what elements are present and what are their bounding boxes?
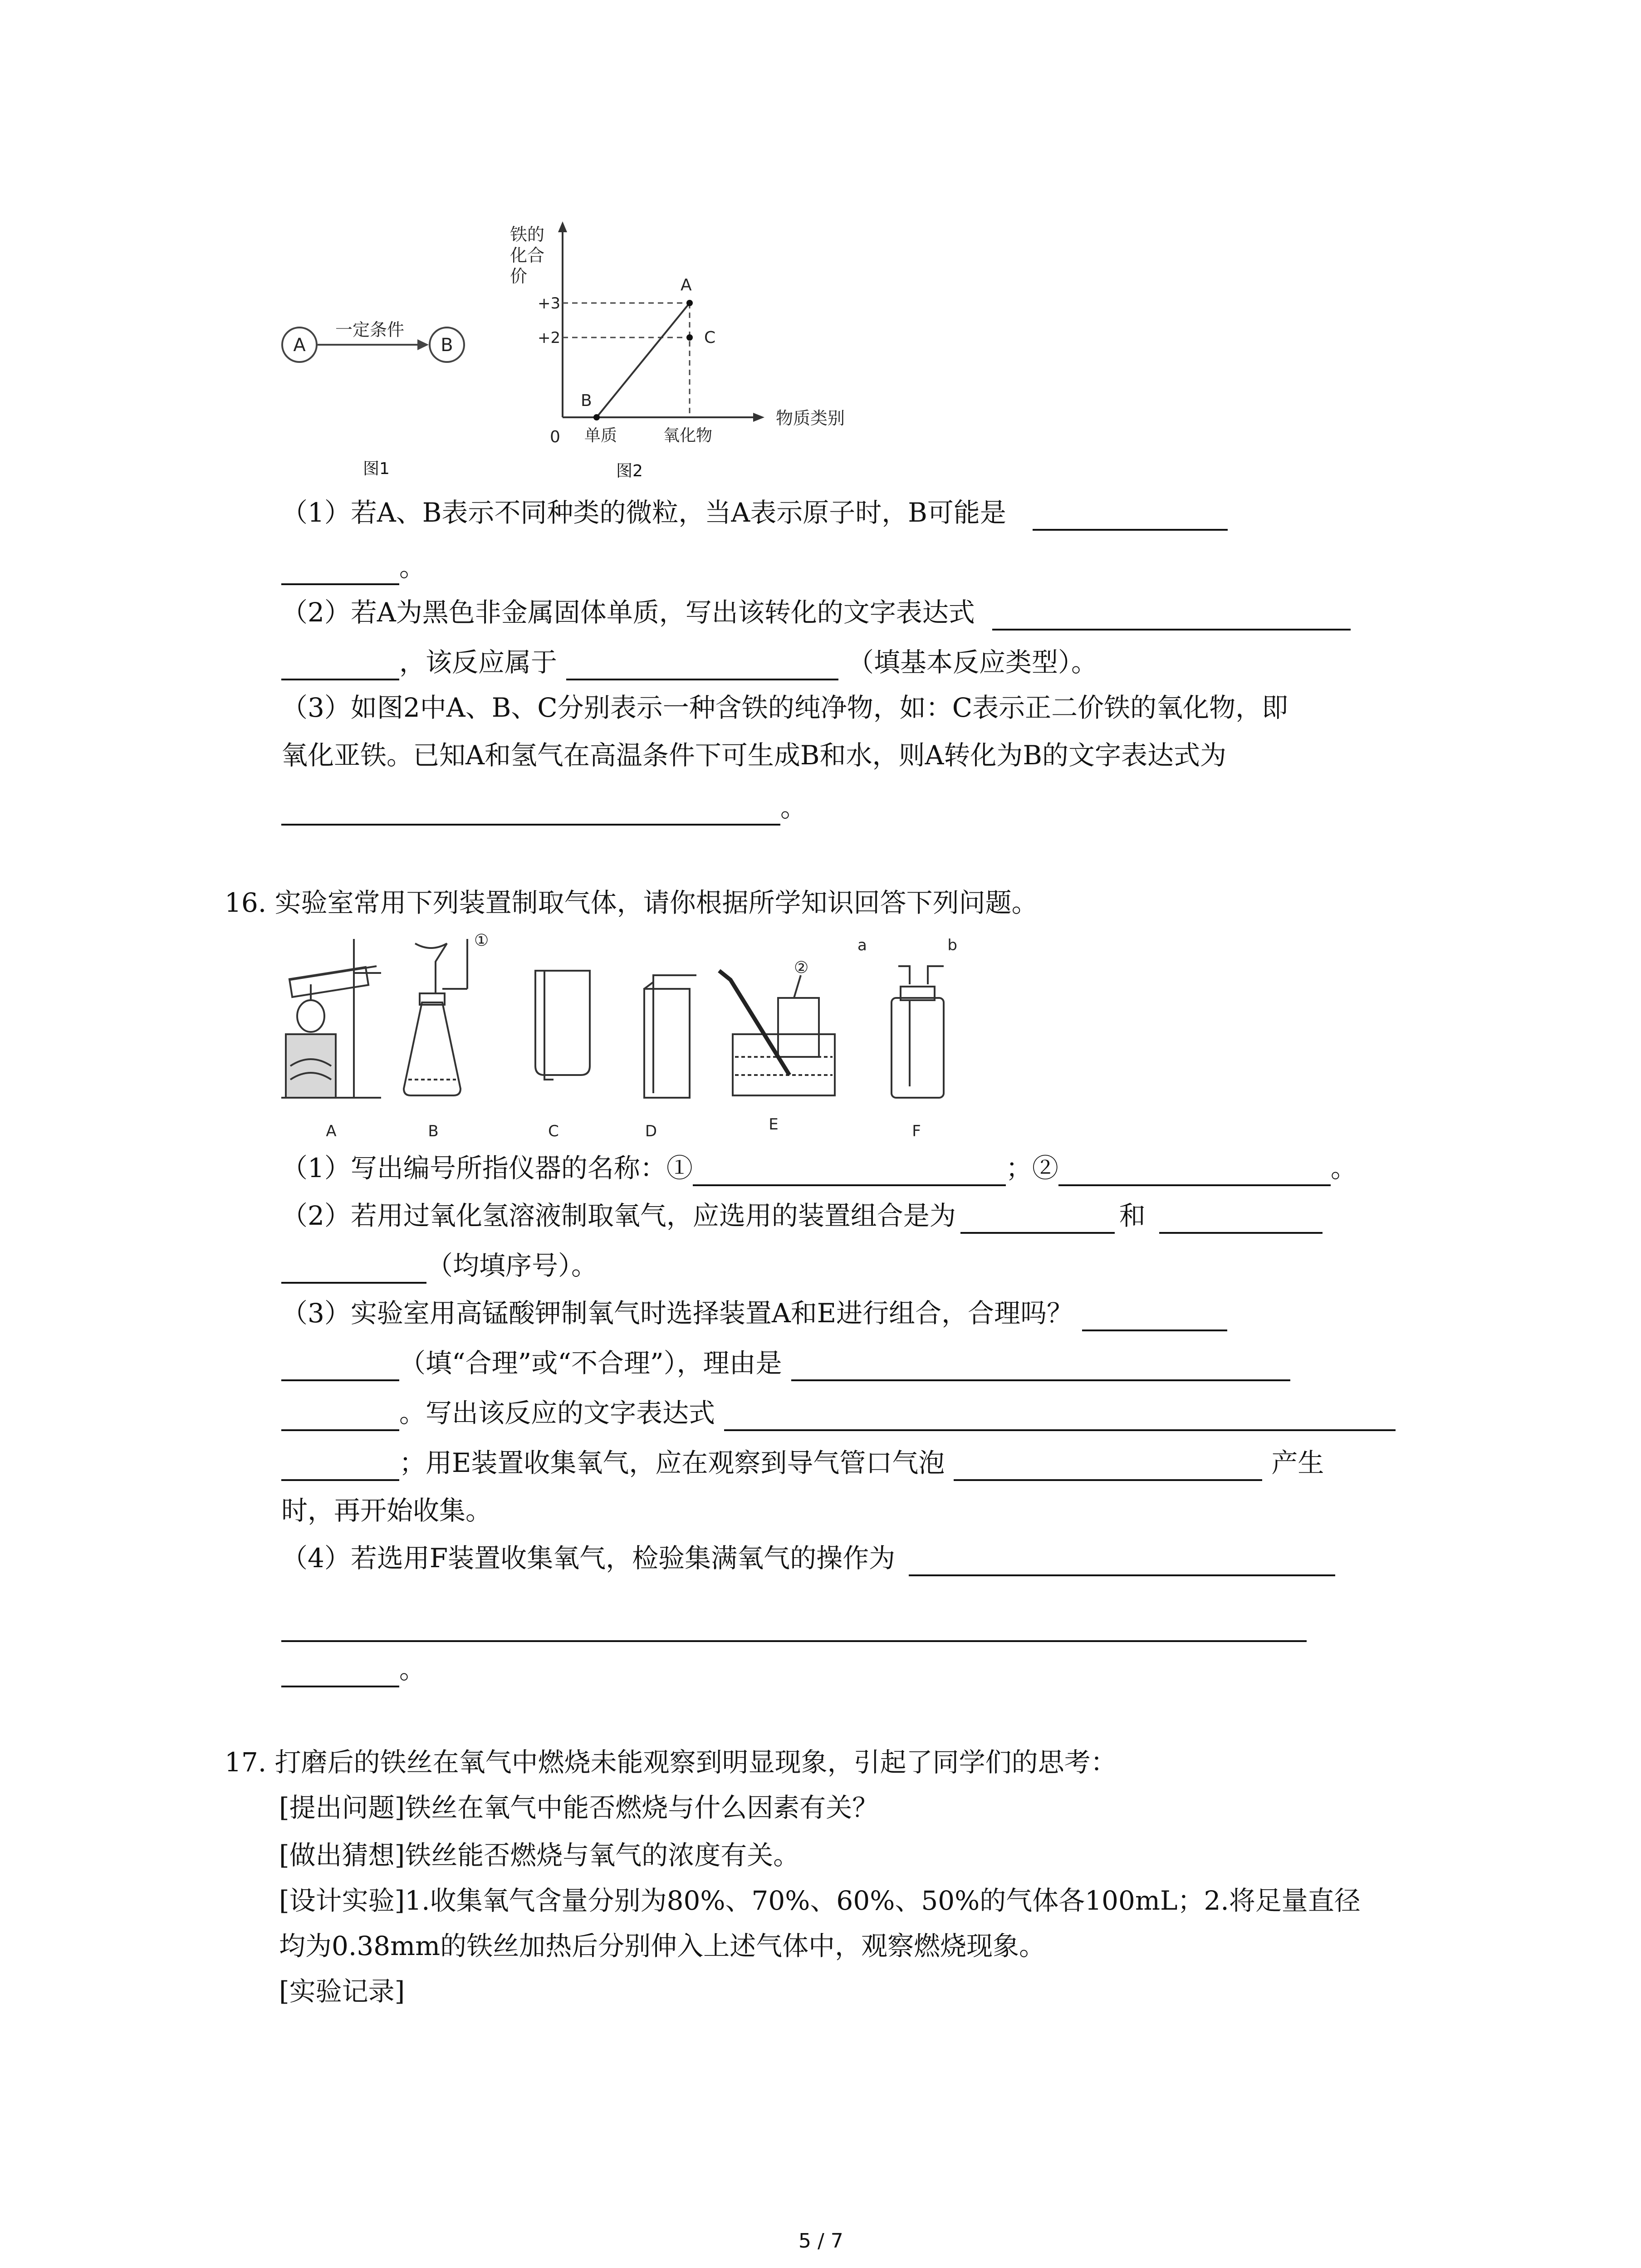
node-b-label: B — [441, 335, 453, 356]
q16-p3-bubble-blank[interactable] — [954, 1451, 1262, 1481]
x-category-1: 单质 — [584, 426, 617, 445]
q15-p2-mid: ，该反应属于 — [399, 647, 558, 678]
apparatus-a — [281, 939, 381, 1098]
q16-p3-l3 — [281, 1395, 1396, 1431]
q15-p3-line2: 氧化亚铁。已知A和氢气在高温条件下可生成B和水，则A转化为B的文字表达式为 — [281, 740, 1227, 771]
node-a-label: A — [293, 335, 306, 356]
q16-p2 — [281, 1198, 1323, 1234]
q17-stem: 17. 打磨后的铁丝在氧气中燃烧未能观察到明显现象，引起了同学们的思考： — [225, 1747, 1117, 1778]
q15-p2-blank-cont[interactable] — [281, 650, 399, 680]
q16-p3-blank-4[interactable] — [281, 1451, 399, 1481]
q17-line-3: [设计实验]1.收集氧气含量分别为80%、70%、60%、50%的气体各100mL；2.将足量直径 — [279, 1885, 1361, 1916]
x-axis-arrow — [753, 413, 764, 422]
port-a: a — [857, 936, 867, 954]
q15-p3-blank[interactable] — [281, 796, 780, 826]
q16-p3-l2 — [281, 1345, 1290, 1381]
apparatus-c — [535, 971, 590, 1080]
q16-stem: 16. 实验室常用下列装置制取气体，请你根据所学知识回答下列问题。 — [225, 887, 1038, 918]
page-number: 5 / 7 — [798, 2229, 843, 2253]
point-c-label: C — [704, 328, 716, 347]
q16-p3-line1: （3）实验室用高锰酸钾制氧气时选择装置A和E进行组合，合理吗？ — [281, 1298, 1073, 1329]
q15-p3-cont — [281, 789, 807, 826]
q16-p4-text: （4）若选用F装置收集氧气，检验集满氧气的操作为 — [281, 1543, 896, 1574]
label-b: B — [428, 1122, 439, 1140]
apparatus-b — [404, 939, 467, 1095]
q16-p2-end: （均填序号）。 — [426, 1250, 598, 1281]
apparatus-figure — [272, 930, 962, 1148]
q15-p2 — [281, 594, 1351, 631]
q15-p3-line1: （3）如图2中A、B、C分别表示一种含铁的纯净物，如：C表示正二价铁的氧化物，即 — [281, 692, 1288, 723]
apparatus-e — [719, 971, 835, 1095]
apparatus-f — [892, 966, 944, 1098]
q16-p1-end: 。 — [1330, 1153, 1357, 1183]
q16-p1 — [281, 1150, 1357, 1186]
origin-label: 0 — [550, 428, 560, 446]
y-axis-arrow — [558, 221, 567, 232]
q15-p1-end: 。 — [399, 552, 426, 582]
q16-p4 — [281, 1540, 1335, 1576]
q16-p4-cont2 — [281, 1651, 426, 1687]
label-a: A — [326, 1122, 337, 1140]
figure-1 — [272, 308, 472, 386]
q15-p1-blank-cont[interactable] — [281, 555, 399, 585]
q16-p4-blank-2[interactable] — [281, 1612, 1307, 1642]
q16-p3-reason-blank[interactable] — [791, 1351, 1290, 1381]
label-c: C — [548, 1122, 559, 1140]
x-category-2: 氧化物 — [663, 426, 713, 445]
q17-line-5: [实验记录] — [279, 1976, 405, 2007]
label-f: F — [912, 1122, 921, 1140]
q16-p2-text: （2）若用过氧化氢溶液制取氧气，应选用的装置组合是为 — [281, 1200, 956, 1231]
q15-p2-blank[interactable] — [992, 601, 1351, 631]
q16-p3-blank-3[interactable] — [281, 1401, 399, 1431]
q15-p2-end: （填基本反应类型）。 — [847, 647, 1098, 678]
q16-p1-sep: ；② — [1005, 1153, 1058, 1183]
q15-p2-type-blank[interactable] — [566, 650, 838, 680]
q16-p2-and: 和 — [1119, 1200, 1146, 1231]
q16-p1-blank-2[interactable] — [1058, 1156, 1331, 1186]
q16-p4-blank-3[interactable] — [281, 1657, 399, 1687]
q15-p1-cont — [281, 549, 426, 585]
q15-p1-blank[interactable] — [1033, 501, 1228, 531]
y-tick-plus3: +3 — [538, 294, 561, 313]
q16-p3-blank-1[interactable] — [1082, 1301, 1227, 1331]
q15-p2-cont — [281, 644, 1097, 680]
port-b: b — [947, 936, 957, 954]
arrow-label: 一定条件 — [335, 320, 405, 340]
q16-p4-end: 。 — [399, 1654, 426, 1685]
q16-p1-blank-1[interactable] — [693, 1156, 1006, 1186]
q15-p1 — [281, 494, 1228, 531]
point-b — [593, 414, 600, 420]
q16-p2-blank-3[interactable] — [281, 1254, 426, 1284]
q17-line-1: [提出问题]铁丝在氧气中能否燃烧与什么因素有关？ — [279, 1792, 879, 1823]
q17-line-2: [做出猜想]铁丝能否燃烧与氧气的浓度有关。 — [279, 1840, 800, 1871]
q16-p3-line4b: 产生 — [1271, 1447, 1324, 1478]
q16-p4-cont — [281, 1606, 1307, 1642]
q16-p3-line4a: ；用E装置收集氧气，应在观察到导气管口气泡 — [399, 1447, 945, 1478]
q16-p3-line2: （填“合理”或“不合理”），理由是 — [399, 1348, 782, 1378]
q16-p3-line3: 。写出该反应的文字表达式 — [399, 1398, 715, 1428]
apparatus-d — [644, 975, 696, 1098]
q16-p3-line5: 时，再开始收集。 — [281, 1495, 492, 1526]
point-c — [686, 334, 693, 341]
figure-2 — [504, 218, 867, 490]
y-axis-label-1: 铁的 — [510, 225, 545, 244]
q17-line-4: 均为0.38mm的铁丝加热后分别伸入上述气体中，观察燃烧现象。 — [279, 1931, 1046, 1961]
q16-p3-expr-blank[interactable] — [724, 1401, 1396, 1431]
q16-p2-blank-2[interactable] — [1159, 1204, 1323, 1234]
q15-p2-text: （2）若A为黑色非金属固体单质，写出该转化的文字表达式 — [281, 597, 975, 628]
mark-1: ① — [474, 931, 489, 950]
q16-p2-blank-1[interactable] — [960, 1204, 1115, 1234]
label-d: D — [645, 1122, 657, 1140]
point-a-label: A — [681, 276, 692, 294]
q16-p3-l4 — [281, 1445, 1324, 1481]
label-e: E — [769, 1115, 779, 1134]
figure-1-caption: 图1 — [363, 459, 390, 478]
figure-2-caption: 图2 — [616, 462, 643, 480]
x-axis-label: 物质类别 — [776, 408, 845, 428]
point-b-label: B — [581, 391, 592, 410]
q15-p3-end: 。 — [780, 792, 807, 823]
q16-p3-l1 — [281, 1295, 1227, 1331]
q16-p1-text: （1）写出编号所指仪器的名称：① — [281, 1153, 693, 1183]
q16-p3-blank-2[interactable] — [281, 1351, 399, 1381]
q16-p2-cont — [281, 1247, 598, 1284]
q16-p4-blank-1[interactable] — [909, 1546, 1335, 1576]
y-axis-label-2: 化合 — [510, 245, 545, 265]
line-b-a — [597, 303, 690, 417]
arrow-head — [417, 339, 429, 350]
mark-2: ② — [794, 958, 809, 977]
y-tick-plus2: +2 — [538, 329, 561, 347]
y-axis-label-3: 价 — [510, 266, 528, 286]
point-a — [686, 300, 693, 306]
q15-p1-text: （1）若A、B表示不同种类的微粒，当A表示原子时，B可能是 — [281, 497, 1006, 528]
